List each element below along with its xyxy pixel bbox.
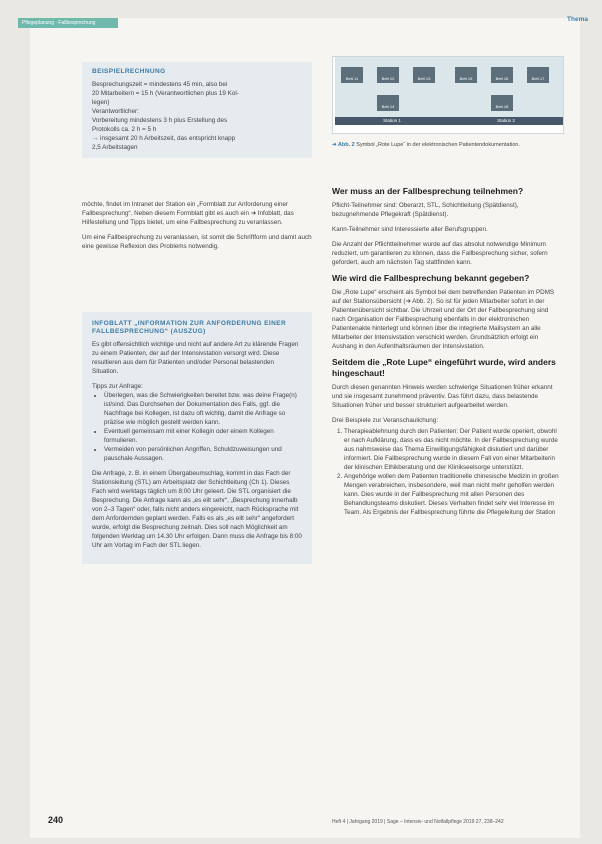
box-line: 20 Mitarbeitern = 15 h (Verantwortlichen plus 19 Kol- (92, 90, 239, 97)
box-line: Vorbereitung mindestens 3 h plus Erstellung des (92, 117, 228, 124)
box-line: 2,5 Arbeitstagen (92, 144, 138, 151)
paragraph: Pflicht-Teilnehmer sind: Oberarzt, STL, Schichtleitung (Spätdienst), bezugnehmende Pflegekraft (Spätdienst). (332, 202, 519, 218)
box-line: Besprechungszeit = mindestens 45 min, also bei (92, 81, 228, 88)
heading: Wer muss an der Fallbesprechung teilnehmen? (332, 186, 524, 196)
list-item: 1. Therapieablehnung durch den Patienten: Der Patient wurde operiert, obwohl er nach Aufklärung, dass es das nicht möchte. In der Fallbesprechung wurde aus nahmsweise das Thema Einwilligungsfähigkeit diskutiert und darüber informiert. Die Fallbesprechung wurde in diesem Fall von einer Mitarbeiterin der klinischen Ethikberatung und der Klinikseelsorge unterstützt. (344, 427, 562, 472)
list-item: • Überlegen, was die Schwierigkeiten bereitet bzw. was deine Frage(n) ist/sind. Das Durchsehen der Dokumentation des Falls, ggf. die Nachfrage bei Kollegen, ist dazu oft wichtig, damit die Anfrage so präzise wie möglich gestellt werden kann. (104, 391, 302, 427)
ward-label: Station 2 (449, 117, 563, 125)
ward-left (335, 57, 449, 125)
tips-label: Tipps zur Anfrage: (92, 383, 143, 390)
box-title: INFOBLATT „INFORMATION ZUR ANFORDERUNG EINER FALLBESPRECHUNG“ (AUSZUG) (92, 320, 287, 335)
bed: Bett 18 (491, 95, 513, 111)
caption-label: ➜ Abb. 2 (332, 142, 355, 148)
box-line: Verantwortlicher: (92, 108, 139, 115)
bed: Bett 11 (341, 67, 363, 83)
paragraph: Durch diesen genannten Hinweis werden schwierige Situationen früher erkannt und sie insgesamt zunehmend präventiv. Das führt dazu, dass belastende Situationen früher und besser strukturiert aufgearbeitet werden. (332, 384, 553, 409)
paragraph: Die Anzahl der Pflichtteilnehmer wurde auf das absolut notwendige Minimum reduziert, um garantieren zu können, dass die Fallbesprechung sicher, sofern gefordert, auch am nächsten Tag stattfinden kann. (332, 241, 548, 266)
right-column (332, 182, 562, 523)
tips-list (92, 391, 302, 463)
left-column (82, 62, 312, 158)
paragraph: Die Anfrage, z. B. in einem Übergabeumschlag, kommt in das Fach der Stationsleitung (STL) am Arbeitsplatz der Schichtleitung (Ch 1). Dieses Fach wird werktags täglich um 8:00 Uhr geleert. Die STL organisiert die Besprechung. Die Anfrage kann als „es eilt sehr“, „Besprechung innerhalb von 2–3 Tagen“ oder, falls nicht anders eingereicht, nach Rücksprache mit dem Anfordernden geplant werden. Falls es als „es eilt sehr“ angefordert wurde, erfolgt die Besprechung zeitnah. Dies soll nach Möglichkeit am folgenden Werktag um 14.30 Uhr erfolgen. Dann muss die Anfrage bis 8:00 Uhr am Vortag im Fach der STL liegen. (92, 470, 302, 549)
station-overview-figure (332, 56, 564, 134)
examples-list (332, 427, 562, 517)
paragraph: Kann-Teilnehmer sind Interessierte aller Berufsgruppen. (332, 226, 488, 233)
bed: Bett 17 (527, 67, 549, 83)
box-line: → insgesamt 20 h Arbeitszeit, das entspricht knapp (92, 135, 236, 142)
figure-caption (332, 142, 562, 149)
section-tag (18, 18, 118, 28)
box-title: BEISPIELRECHNUNG (92, 68, 166, 75)
examples-label: Drei Beispiele zur Veranschaulichung: (332, 417, 439, 424)
list-item: • Eventuell gemeinsam mit einer Kollegin oder einem Kollegen formulieren. (104, 427, 302, 445)
page-number: 240 (48, 815, 64, 825)
example-calc-box (82, 62, 312, 158)
caption-body: Symbol „Rote Lupe“ in der elektronischen Patientendokumentation. (356, 142, 520, 148)
paragraph: Um eine Fallbesprechung zu veranlassen, ist somit die Schriftform und damit auch eine gewisse Reflexion des Problems notwendig. (82, 234, 312, 250)
ward-right (449, 57, 563, 125)
section-tag-label: Pflegeplanung · Fallbesprechung (22, 20, 96, 26)
bed: Bett 16 (491, 67, 513, 83)
box-line: legen) (92, 99, 110, 106)
bed: Bett 13 (413, 67, 435, 83)
heading: Wie wird die Fallbesprechung bekannt gegeben? (332, 273, 530, 283)
box-line: Protokolls ca. 2 h = 5 h (92, 126, 157, 133)
ward-label: Station 1 (335, 117, 449, 125)
bed: Bett 15 (455, 67, 477, 83)
paragraph: möchte, findet im Intranet der Station ein „Formblatt zur Anforderung einer Fallbesprechung“. Neben diesem Formblatt gibt es auch ein ➜ Infoblatt, das Hilfestellung und Tipps bietet, um eine Fallbesprechung zu veranlassen. (82, 201, 294, 226)
caption-text (332, 142, 562, 149)
heading: Seitdem die „Rote Lupe“ eingeführt wurde, wird anders hingeschaut! (332, 357, 556, 378)
left-infobox (82, 312, 312, 564)
list-item: • Vermeiden von persönlichen Angriffen, Schuldzuweisungen und pauschale Aussagen. (104, 445, 302, 463)
thema-label: Thema (567, 16, 588, 23)
paragraph: Es gibt offensichtlich wichtige und nicht auf andere Art zu klärende Fragen zu einem Patienten, der auf der Intensivstation versorgt wird. Diese resultieren aus dem für Patienten und/oder Personal belastenden Situation. (92, 341, 299, 375)
left-intro (82, 200, 312, 257)
list-item: 2. Angehörige wollen dem Patienten traditionelle chinesische Medizin in großen Mengen verabreichen, insbesondere, weil man nicht mehr geholfen werden kann. Dies wurde in der Fallbesprechung mit allen Personen des Behandlungsteams diskutiert. Dieses Verhalten findet sehr viel Interesse im Team. Als Ergebnis der Fallbesprechung führte die Pflegeleitung der Station (344, 472, 562, 517)
infoblatt-box (82, 312, 312, 564)
bed: Bett 12 (377, 67, 399, 83)
footer-source: Heft 4 | Jahrgang 2019 | Sage – Intensiv- und Notfallpflege 2019 27, 238–242 (332, 819, 504, 825)
bed: Bett 14 (377, 95, 399, 111)
paragraph: Die „Rote Lupe“ erscheint als Symbol bei dem betreffenden Patienten im PDMS auf der Stationsübersicht (➜ Abb. 2). So ist für jeden Mitarbeiter sofort in der Patientenübersicht sichtbar. Die Uhrzeit und der Ort der Fallbesprechung sind nach Organisation der Fallbesprechung ebenfalls in der elektronischen Patientenakte hinterlegt und können über die integrierte Mailsystem an alle Mitarbeiter der Intensivstation verschickt werden. Grundsätzlich erfolgt ein Aushang in den Aufenthaltsräumen der Intensivstation. (332, 289, 555, 350)
